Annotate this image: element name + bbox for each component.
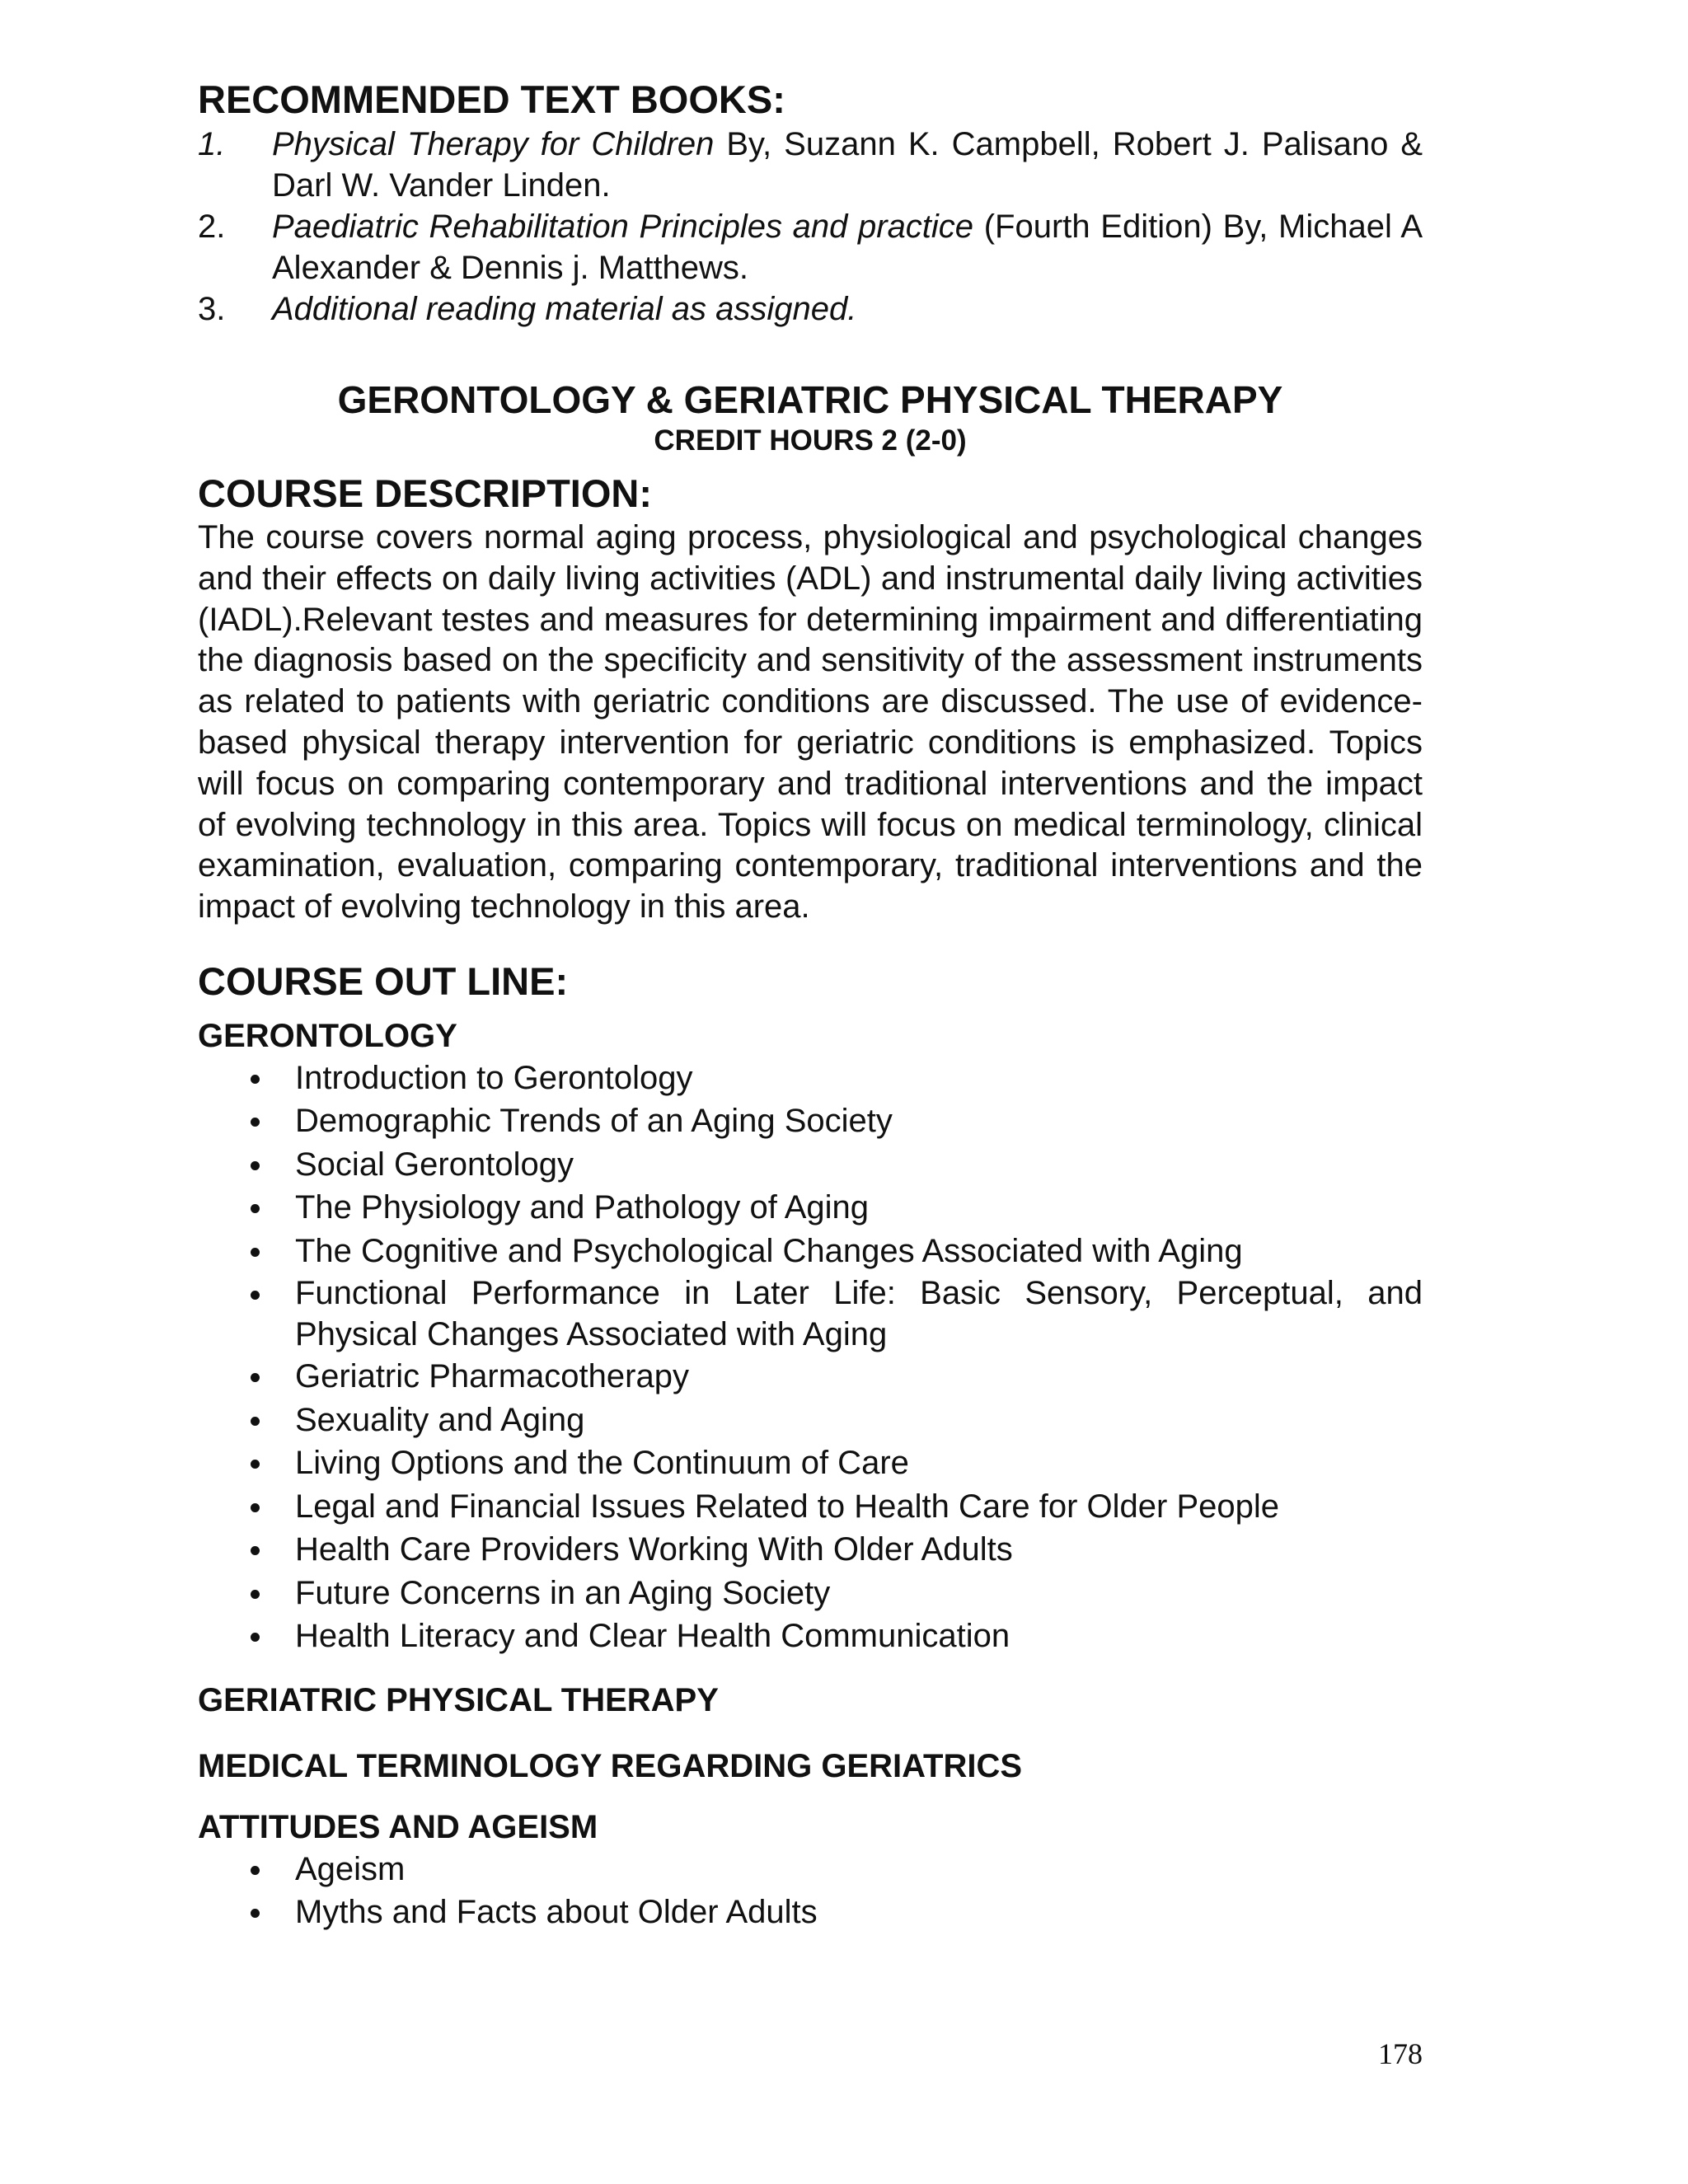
bullet-icon (198, 1891, 295, 1934)
book-title: Physical Therapy for Children (272, 126, 715, 162)
course-description-heading: COURSE DESCRIPTION: (198, 471, 652, 515)
book-title: Additional reading material as assigned. (272, 291, 857, 327)
bullet-icon (198, 1572, 295, 1615)
course-title: GERONTOLOGY & GERIATRIC PHYSICAL THERAPY (337, 378, 1283, 421)
list-item: Geriatric Pharmacotherapy (198, 1355, 1423, 1399)
book-number: 1. (198, 126, 226, 162)
bullet-icon (198, 1441, 295, 1485)
bullet-icon (198, 1272, 295, 1355)
list-item: Functional Performance in Later Life: Basic Sensory, Perceptual, and Physical Changes Associated with Aging (198, 1272, 1423, 1355)
list-item: Health Literacy and Clear Health Communication (198, 1615, 1423, 1658)
book-authors: By, Suzann K. Campbell, Robert J. Palisano & Darl W. Vander Linden. (272, 126, 1423, 204)
list-item: Sexuality and Aging (198, 1399, 1423, 1442)
page-number: 178 (1378, 2037, 1423, 2070)
medical-terminology-heading: MEDICAL TERMINOLOGY REGARDING GERIATRICS (198, 1747, 1023, 1784)
list-item: The Cognitive and Psychological Changes Associated with Aging (198, 1230, 1423, 1273)
attitudes-ageism-heading: ATTITUDES AND AGEISM (198, 1808, 598, 1845)
list-item: Myths and Facts about Older Adults (198, 1891, 1423, 1934)
bullet-icon (198, 1186, 295, 1230)
bullet-icon (198, 1099, 295, 1143)
gerontology-heading: GERONTOLOGY (198, 1017, 457, 1054)
document-page (198, 76, 1423, 1934)
list-item: Living Options and the Continuum of Care (198, 1441, 1423, 1485)
list-item: Legal and Financial Issues Related to Health Care for Older People (198, 1485, 1423, 1529)
bullet-icon (198, 1615, 295, 1658)
list-item: Health Care Providers Working With Older Adults (198, 1528, 1423, 1572)
book-authors: (Fourth Edition) By, Michael A Alexander & Dennis j. Matthews. (272, 209, 1423, 286)
bullet-icon (198, 1528, 295, 1572)
recommended-books-list (198, 124, 1423, 330)
bullet-icon (198, 1485, 295, 1529)
book-item (198, 206, 1423, 288)
recommended-books-heading: RECOMMENDED TEXT BOOKS: (198, 77, 785, 121)
list-item: Future Concerns in an Aging Society (198, 1572, 1423, 1615)
credit-hours: CREDIT HOURS 2 (2-0) (654, 424, 967, 457)
list-item: Ageism (198, 1848, 1423, 1891)
gerontology-topics-list (198, 1057, 1423, 1658)
bullet-icon (198, 1230, 295, 1273)
attitudes-topics-list (198, 1848, 1423, 1934)
book-number: 2. (198, 209, 226, 245)
list-item: The Physiology and Pathology of Aging (198, 1186, 1423, 1230)
geriatric-pt-heading: GERIATRIC PHYSICAL THERAPY (198, 1681, 719, 1718)
list-item: Introduction to Gerontology (198, 1057, 1423, 1100)
book-number: 3. (198, 291, 226, 327)
bullet-icon (198, 1355, 295, 1399)
course-outline-heading: COURSE OUT LINE: (198, 958, 569, 1003)
book-item (198, 124, 1423, 206)
book-item (198, 288, 1423, 330)
book-title: Paediatric Rehabilitation Principles and practice (272, 209, 974, 245)
bullet-icon (198, 1143, 295, 1187)
bullet-icon (198, 1057, 295, 1100)
list-item: Demographic Trends of an Aging Society (198, 1099, 1423, 1143)
list-item: Social Gerontology (198, 1143, 1423, 1187)
bullet-icon (198, 1848, 295, 1891)
bullet-icon (198, 1399, 295, 1442)
course-description-text: The course covers normal aging process, physiological and psychological changes and their effects on daily living activities (ADL) and instrumental daily living activities (IADL).Relevant testes and measures for determining impairment and differentiating the diagnosis based on the specificity and sensitivity of the assessment instruments as related to patients with geriatric conditions are discussed. The use of evidence-based physical therapy intervention for geriatric conditions is emphasized. Topics will focus on comparing contemporary and traditional interventions and the impact of evolving technology in this area. Topics will focus on medical terminology, clinical examination, evaluation, comparing contemporary, traditional interventions and the impact of evolving technology in this area. (198, 519, 1423, 926)
